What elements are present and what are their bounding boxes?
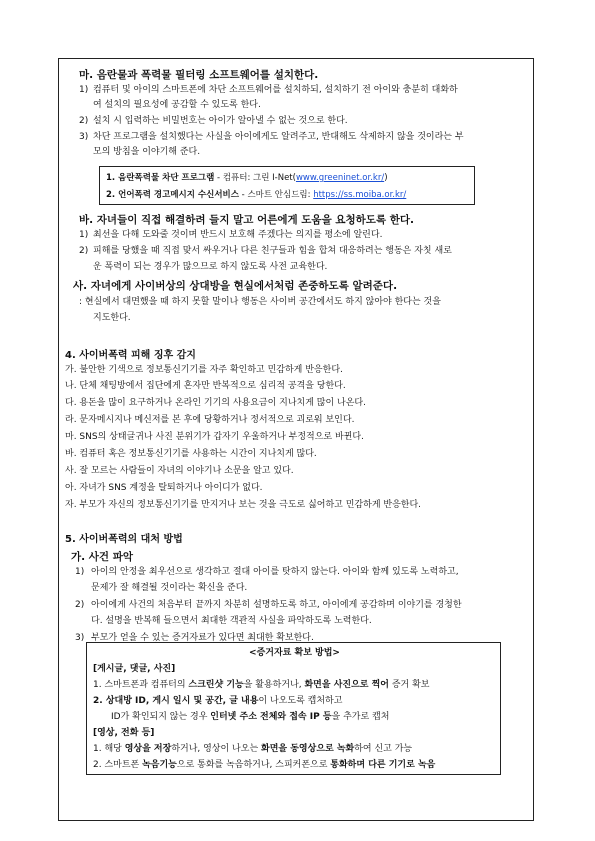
list-item: 자. 부모가 자신의 정보통신기기를 만지거나 보는 것을 극도로 싫어하고 민감하게 반응한다.	[65, 500, 422, 510]
list-item: 아. 자녀가 SNS 계정을 탈퇴하거나 아이디가 없다.	[65, 483, 263, 493]
list-item-text: 여 설치의 필요성에 공감할 수 있도록 한다.	[93, 100, 261, 110]
list-item: 바. 컴퓨터 혹은 정보통신기기를 사용하는 시간이 지나치게 많다.	[65, 449, 317, 459]
list-number: 1)	[79, 85, 89, 95]
evidence-text: 증거 확보	[389, 680, 430, 690]
list-item-text: 차단 프로그램을 설치했다는 사실을 아이에게도 알려주고, 반대해도 삭제하지 않을 것이라는 부	[93, 132, 464, 142]
evidence-category: [게시글, 댓글, 사진]	[93, 664, 176, 674]
list-number: 2)	[75, 600, 85, 610]
evidence-text: 1. 해당	[93, 744, 125, 754]
evidence-emphasis: 화면을 사진으로 찍어	[304, 680, 389, 690]
list-number: 1)	[75, 567, 85, 577]
program-label: 1. 음란폭력물 차단 프로그램	[106, 173, 215, 183]
evidence-emphasis: 녹음기능	[142, 760, 177, 770]
evidence-text: 을 추가로 캡처	[331, 712, 390, 722]
evidence-emphasis: 영상을 저장	[124, 744, 172, 754]
list-item-text: 운 폭력이 되는 경우가 많으므로 하지 않도록 사전 교육한다.	[93, 262, 328, 272]
section-sa-text: 지도한다.	[93, 313, 131, 323]
list-item: 마. SNS의 상태글귀나 사진 분위기가 갑자기 우울하거나 부정적으로 바뀐다.	[65, 432, 364, 442]
greeninet-link[interactable]: www.greeninet.or.kr/	[295, 173, 385, 183]
program-row-2	[106, 189, 406, 202]
evidence-emphasis: 화면을 동영상으로 녹화	[261, 744, 355, 754]
program-desc: - 컴퓨터: 그린 I-Net(	[214, 173, 296, 183]
program-info-box	[99, 166, 475, 205]
list-item-text: 컴퓨터 및 아이의 스마트폰에 차단 소프트웨어를 설치하되, 설치하기 전 아이와 충분히 대화하	[93, 85, 458, 95]
evidence-row	[93, 695, 342, 708]
list-item: 가. 불안한 기색으로 정보통신기기를 자주 확인하고 민감하게 반응한다.	[65, 365, 343, 375]
list-number: 2)	[79, 246, 89, 256]
evidence-emphasis: 스크린샷 기능	[188, 680, 244, 690]
evidence-category: [영상, 전화 등]	[93, 728, 155, 738]
section-ma-title: 마. 음란물과 폭력물 필터링 소프트웨어를 설치한다.	[79, 69, 319, 81]
section-5-subtitle: 가. 사건 파악	[71, 551, 134, 563]
list-item-text: 피해를 당했을 때 직접 맞서 싸우거나 다른 친구들과 힘을 합쳐 대응하려는 행동은 자칫 새로	[93, 246, 452, 256]
list-item-text: 아이에게 사건의 처음부터 끝까지 차분히 설명하도록 하고, 아이에게 공감하며 이야기를 경청한	[91, 600, 462, 610]
program-desc: - 스마트 안심드림:	[238, 190, 314, 200]
evidence-text: 1. 스마트폰과 컴퓨터의	[93, 680, 189, 690]
section-ba-title: 바. 자녀들이 직접 해결하려 들지 말고 어른에게 도움을 요청하도록 한다.	[79, 214, 415, 226]
list-number: 3)	[79, 132, 89, 142]
evidence-emphasis: 통화하며 다른 기기로 녹음	[330, 760, 436, 770]
program-row-1	[106, 172, 388, 185]
evidence-text: 으로 통화를 녹음하거나, 스피커폰으로	[176, 760, 331, 770]
evidence-text: 2. 스마트폰	[93, 760, 143, 770]
list-item: 사. 잘 모르는 사람들이 자녀의 이야기나 소문을 알고 있다.	[65, 466, 294, 476]
list-item-text: 다. 설명을 반복해 들으면서 최대한 객관적 사실을 파악하도록 노력한다.	[91, 616, 372, 626]
list-item-text: 최선을 다해 도와줄 것이며 반드시 보호해 주겠다는 의지를 평소에 알린다.	[93, 230, 383, 240]
evidence-row	[93, 759, 435, 772]
evidence-box	[86, 642, 501, 775]
list-number: 1)	[79, 230, 89, 240]
document-page	[58, 58, 534, 821]
evidence-emphasis: 인터넷 주소 전체와 접속 IP 등	[210, 712, 332, 722]
evidence-emphasis: 2. 상대방 ID, 게시 일시 및 공간, 글 내용	[93, 696, 259, 706]
list-number: 3)	[75, 633, 85, 643]
section-5-title: 5. 사이버폭력의 대처 방법	[65, 534, 183, 545]
list-item: 다. 용돈을 많이 요구하거나 온라인 기기의 사용요금이 지나치게 많이 나온다.	[65, 398, 366, 408]
evidence-title: <증거자료 확보 방법>	[249, 648, 340, 658]
evidence-text: 하거나, 영상이 나오는	[171, 744, 262, 754]
program-label: 2. 언어폭력 경고메시지 수신서비스	[106, 190, 239, 200]
list-item: 나. 단체 채팅방에서 집단에게 혼자만 반복적으로 심리적 공격을 당한다.	[65, 381, 346, 391]
evidence-row	[111, 711, 389, 724]
section-sa-title: 사. 자녀에게 사이버상의 상대방을 현실에서처럼 존중하도록 알려준다.	[73, 280, 398, 292]
list-item-text: 문제가 잘 해결될 것이라는 확신을 준다.	[91, 583, 248, 593]
section-4-title: 4. 사이버폭력 피해 징후 감지	[65, 350, 196, 361]
program-desc-end: )	[384, 173, 388, 183]
list-item-text: 부모가 얻을 수 있는 증거자료가 있다면 최대한 확보한다.	[91, 633, 314, 643]
evidence-text: 이 나오도록 캡처하고	[258, 696, 343, 706]
list-item-text: 아이의 안정을 최우선으로 생각하고 절대 아이를 탓하지 않는다. 아이와 함께 있도록 노력하고,	[91, 567, 459, 577]
moiba-link[interactable]: https://ss.moiba.or.kr/	[313, 190, 407, 200]
list-item-text: 설치 시 입력하는 비밀번호는 아이가 알아낼 수 없는 것으로 한다.	[93, 116, 348, 126]
evidence-row	[93, 743, 412, 756]
evidence-text: ID가 확인되지 않는 경우	[111, 712, 211, 722]
evidence-text: 을 활용하거나,	[243, 680, 305, 690]
list-number: 2)	[79, 116, 89, 126]
list-item: 라. 문자메시지나 메신저를 본 후에 당황하거나 정서적으로 괴로워 보인다.	[65, 415, 355, 425]
evidence-row	[93, 679, 430, 692]
list-item-text: 모의 방침을 이야기해 준다.	[93, 147, 201, 157]
section-sa-text: : 현실에서 대면했을 때 하지 못할 말이나 행동은 사이버 공간에서도 하지 않아야 한다는 것을	[79, 297, 441, 307]
evidence-text: 하여 신고 가능	[354, 744, 413, 754]
